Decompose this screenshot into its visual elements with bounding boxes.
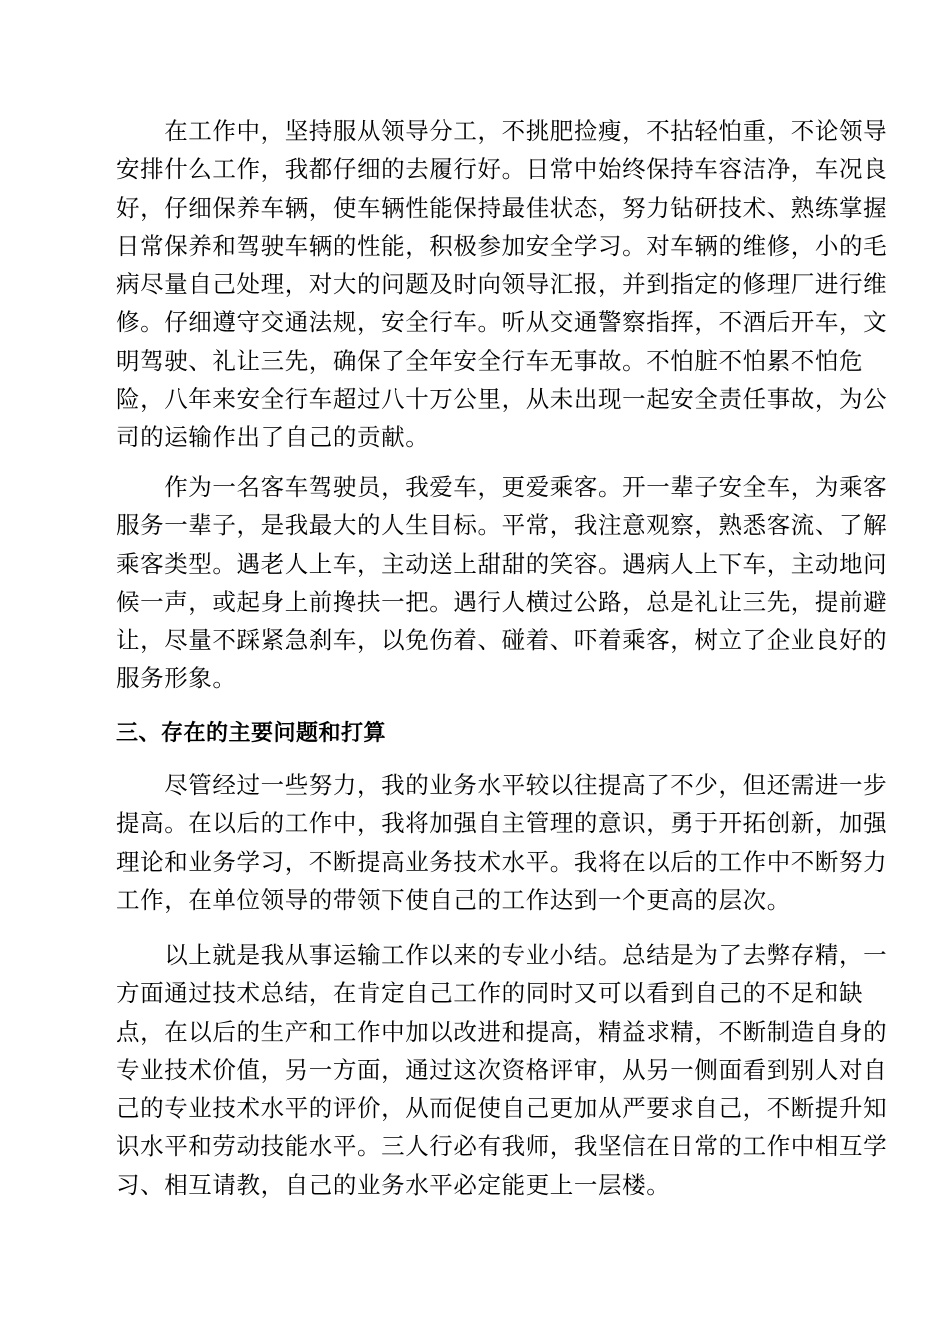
text-line: 候一声，或起身上前搀扶一把。遇行人横过公路，总是礼让三先，提前避 bbox=[116, 587, 888, 616]
paragraph-passenger-service bbox=[116, 468, 888, 698]
paragraph-plans bbox=[116, 766, 888, 919]
text-line: 尽管经过一些努力，我的业务水平较以往提高了不少，但还需进一步 bbox=[116, 771, 888, 799]
text-line: 己的专业技术水平的评价，从而促使自己更加从严要求自己，不断提升知 bbox=[116, 1094, 888, 1123]
paragraph-work-attitude bbox=[116, 112, 888, 457]
text-line: 工作，在单位领导的带领下使自己的工作达到一个更高的层次。 bbox=[116, 885, 791, 914]
text-line: 以上就是我从事运输工作以来的专业小结。总结是为了去弊存精，一 bbox=[116, 941, 888, 969]
text-line: 让，尽量不踩紧急刹车，以免伤着、碰着、吓着乘客，树立了企业良好的 bbox=[116, 626, 888, 655]
text-line: 安排什么工作，我都仔细的去履行好。日常中始终保持车容洁净，车况良 bbox=[116, 155, 888, 184]
text-line: 服务一辈子，是我最大的人生目标。平常，我注意观察，熟悉客流、了解 bbox=[116, 511, 888, 540]
text-line: 修。仔细遵守交通法规，安全行车。听从交通警察指挥，不酒后开车，文 bbox=[116, 308, 888, 337]
paragraph-summary bbox=[116, 936, 888, 1204]
text-line: 点，在以后的生产和工作中加以改进和提高，精益求精，不断制造自身的 bbox=[116, 1017, 888, 1046]
text-line: 专业技术价值，另一方面，通过这次资格评审，从另一侧面看到别人对自 bbox=[116, 1055, 888, 1084]
text-line: 险，八年来安全行车超过八十万公里，从未出现一起安全责任事故，为公 bbox=[116, 385, 888, 414]
text-line: 在工作中，坚持服从领导分工，不挑肥捡瘦，不拈轻怕重，不论领导 bbox=[116, 117, 888, 145]
text-line: 作为一名客车驾驶员，我爱车，更爱乘客。开一辈子安全车，为乘客 bbox=[116, 473, 888, 501]
text-line: 乘客类型。遇老人上车，主动送上甜甜的笑容。遇病人上下车，主动地问 bbox=[116, 549, 888, 578]
text-line: 服务形象。 bbox=[116, 664, 237, 693]
text-line: 明驾驶、礼让三先，确保了全年安全行车无事故。不怕脏不怕累不怕危 bbox=[116, 346, 864, 375]
section-heading: 三、存在的主要问题和打算 bbox=[116, 721, 387, 746]
text-line: 方面通过技术总结，在肯定自己工作的同时又可以看到自己的不足和缺 bbox=[116, 979, 864, 1008]
text-line: 提高。在以后的工作中，我将加强自主管理的意识，勇于开拓创新，加强 bbox=[116, 809, 888, 838]
text-line: 司的运输作出了自己的贡献。 bbox=[116, 423, 430, 452]
text-line: 理论和业务学习，不断提高业务技术水平。我将在以后的工作中不断努力 bbox=[116, 847, 888, 876]
text-line: 日常保养和驾驶车辆的性能，积极参加安全学习。对车辆的维修，小的毛 bbox=[116, 231, 888, 260]
text-line: 病尽量自己处理，对大的问题及时向领导汇报，并到指定的修理厂进行维 bbox=[116, 270, 888, 299]
text-line: 习、相互请教，自己的业务水平必定能更上一层楼。 bbox=[116, 1170, 671, 1199]
text-line: 识水平和劳动技能水平。三人行必有我师，我坚信在日常的工作中相互学 bbox=[116, 1132, 888, 1161]
text-line: 好，仔细保养车辆，使车辆性能保持最佳状态，努力钻研技术、熟练掌握 bbox=[116, 193, 888, 222]
